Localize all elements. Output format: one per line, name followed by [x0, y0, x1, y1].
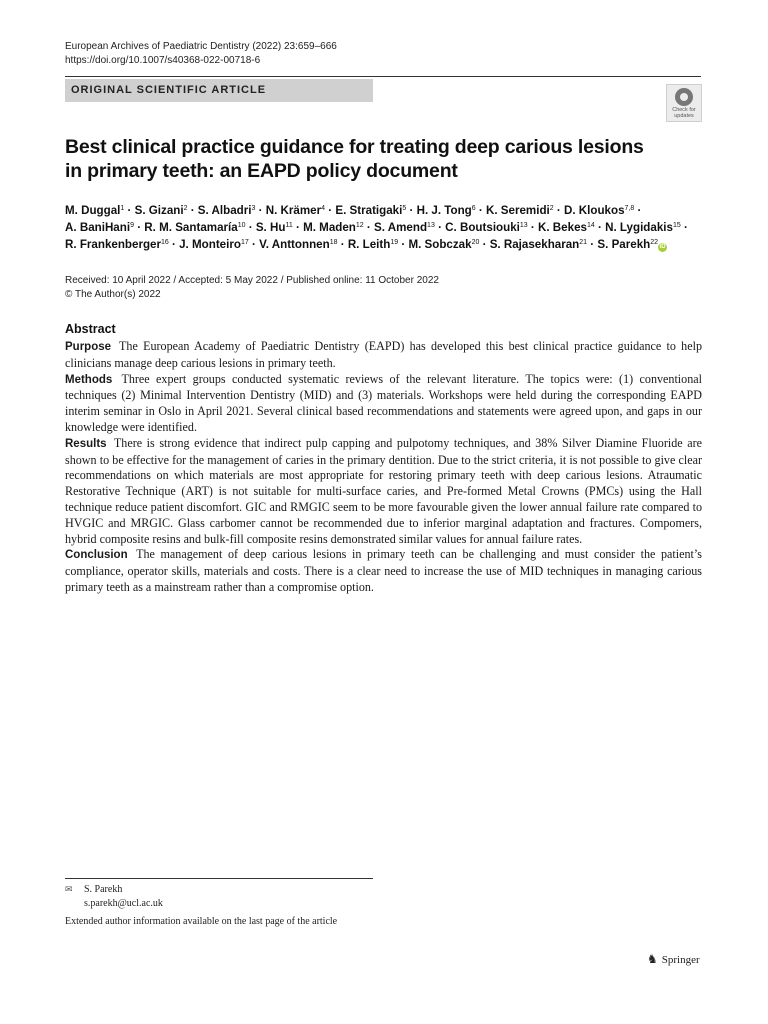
author-name[interactable]: N. Krämer [265, 204, 322, 217]
purpose-label: Purpose [65, 341, 112, 353]
author-separator: · [337, 238, 348, 251]
article-type-bar: ORIGINAL SCIENTIFIC ARTICLE [65, 79, 373, 102]
author-separator: · [168, 238, 180, 251]
author-affiliation-number: 17 [240, 239, 249, 246]
springer-horse-icon: ♞ [647, 952, 658, 966]
author-name[interactable]: V. Anttonnen [259, 238, 330, 251]
author-name[interactable]: M. Duggal [65, 204, 121, 217]
author-affiliation-number: 11 [285, 222, 293, 229]
abstract-heading: Abstract [65, 322, 116, 336]
author-separator: · [325, 204, 336, 217]
author-affiliation-number: 16 [161, 239, 169, 246]
author-affiliation-number: 12 [355, 222, 364, 229]
abstract-conclusion [65, 547, 702, 595]
author-name[interactable]: R. M. Santamaría [144, 221, 238, 234]
author-separator: · [479, 238, 490, 251]
abstract-body [65, 339, 702, 596]
author-affiliation-number: 5 [402, 205, 407, 212]
title-line-1: Best clinical practice guidance for treating deep carious lesions [65, 136, 644, 158]
corresponding-author [65, 883, 163, 910]
author-affiliation-number: 18 [329, 239, 338, 246]
author-name[interactable]: K. Bekes [537, 221, 587, 234]
publisher-name: Springer [661, 954, 700, 966]
conclusion-text: The management of deep carious lesions in primary teeth can be challenging and must consider the patient’s compliance, operator skills, materials and costs. There is a clear need to increase the use of MID techniques in managing carious primary teeth as a mainstream rather than a compromise option. [65, 547, 702, 594]
author-affiliation-number: 10 [237, 222, 246, 229]
methods-label: Methods [65, 373, 113, 386]
methods-text: Three expert groups conducted systematic reviews of the relevant literature. The topics were: (1) conventional techniques (2) Minimal Intervention Dentistry (MID) and (3) materials. Workshops were held during the corresponding EAPD interim seminar in Oslo in April 2021. Several clinical based recommendations and statements were agreed upon, and gaps in our knowledge were identified. [65, 371, 702, 434]
abstract-purpose [65, 339, 702, 372]
author-name[interactable]: J. Monteiro [179, 238, 241, 251]
author-affiliation-number: 7,8 [624, 205, 635, 212]
author-separator: · [527, 221, 538, 234]
envelope-icon: ✉ [65, 885, 73, 895]
author-line-2 [65, 219, 705, 236]
author-separator: · [363, 221, 374, 234]
author-affiliation-number: 22 [650, 239, 659, 246]
author-name[interactable]: S. Gizani [134, 204, 184, 217]
author-affiliation-number: 21 [579, 239, 588, 246]
author-affiliation-number: 14 [586, 222, 595, 229]
doi-link[interactable]: https://doi.org/10.1007/s40368-022-00718-6 [65, 55, 261, 66]
author-affiliation-number: 9 [130, 222, 134, 229]
author-separator: · [187, 204, 198, 217]
author-name[interactable]: S. Albadri [197, 204, 252, 217]
author-affiliation-number: 1 [120, 205, 125, 212]
journal-header [65, 40, 337, 68]
author-name[interactable]: S. Hu [255, 221, 286, 234]
conclusion-label: Conclusion [65, 549, 128, 562]
author-name[interactable]: M. Maden [303, 221, 356, 234]
author-separator: · [553, 204, 564, 217]
purpose-text: The European Academy of Paediatric Dentistry (EAPD) has developed this best clinical practice guidance to help clinicians manage deep carious lesions in primary teeth. [65, 339, 702, 370]
author-list [65, 202, 705, 253]
author-name[interactable]: S. Amend [374, 221, 428, 234]
author-separator: · [248, 238, 260, 251]
author-name[interactable]: N. Lygidakis [605, 221, 673, 234]
author-separator: · [680, 221, 688, 234]
abstract-methods [65, 372, 702, 436]
author-name[interactable]: R. Leith [347, 238, 391, 251]
author-name[interactable]: C. Boutsiouki [445, 221, 520, 234]
author-name[interactable]: K. Seremidi [485, 204, 550, 217]
author-separator: · [292, 221, 304, 234]
extended-author-info: Extended author information available on the last page of the article [65, 916, 338, 927]
author-line-1 [65, 202, 705, 219]
article-title [65, 135, 685, 183]
check-for-updates-badge[interactable] [666, 84, 702, 122]
author-affiliation-number: 6 [471, 205, 476, 212]
author-affiliation-number: 2 [183, 205, 188, 212]
author-affiliation-number: 20 [471, 239, 480, 246]
author-separator: · [255, 204, 266, 217]
footnote-rule [65, 878, 373, 879]
check-updates-text-1: Check for [672, 107, 696, 113]
author-affiliation-number: 15 [672, 222, 681, 229]
author-separator: · [434, 221, 446, 234]
results-label: Results [65, 437, 107, 450]
journal-citation: European Archives of Paediatric Dentistry (2022) 23:659–666 [65, 41, 337, 52]
author-name[interactable]: S. Parekh [597, 238, 651, 251]
author-affiliation-number: 13 [519, 222, 528, 229]
author-name[interactable]: R. Frankenberger [65, 238, 161, 251]
author-separator: · [398, 238, 409, 251]
copyright-line: © The Author(s) 2022 [65, 289, 161, 300]
title-line-2: in primary teeth: an EAPD policy document [65, 160, 458, 182]
author-affiliation-number: 19 [390, 239, 399, 246]
author-name[interactable]: E. Stratigaki [335, 204, 403, 217]
abstract-results [65, 436, 702, 548]
author-name[interactable]: H. J. Tong [416, 204, 472, 217]
publisher-logo [647, 952, 700, 966]
check-updates-icon [675, 88, 693, 106]
author-separator: · [133, 221, 145, 234]
author-separator: · [124, 204, 135, 217]
author-name[interactable]: D. Kloukos [563, 204, 625, 217]
results-text: There is strong evidence that indirect pulp capping and pulpotomy techniques, and 38% Silver Diamine Fluoride are shown to be effective for the management of caries in the primary dentition. Due to the strict criteria, it is not possible to give clear recommendations on which materials are most appropriate for restoring primary teeth with deep carious lesions. Atraumatic Restorative Technique (ART) is not suitable for multi-surface caries, and Pre-formed Metal Crowns (PMCs) using the Hall technique reduce patient discomfort. GIC and RMGIC seem to be more favourable given the lower annual failure rate compared to HVGIC and MRGIC. Glass carbomer cannot be recommended due to inferior marginal adaptation and fractures. Compomers, hybrid composite resins and bulk-fill composite resins demonstrated similar values for annual failure rates. [65, 435, 702, 546]
header-rule [65, 76, 701, 77]
publication-dates [65, 274, 439, 302]
author-separator: · [475, 204, 486, 217]
author-affiliation-number: 3 [251, 205, 256, 212]
corresponding-name: S. Parekh [84, 884, 123, 895]
author-affiliation-number: 4 [321, 205, 326, 212]
corresponding-email[interactable]: s.parekh@ucl.ac.uk [84, 898, 163, 909]
author-name[interactable]: M. Sobczak [408, 238, 472, 251]
author-affiliation-number: 13 [427, 222, 435, 229]
author-separator: · [245, 221, 256, 234]
check-updates-text-2: updates [674, 113, 694, 119]
author-line-3 [65, 236, 705, 253]
author-separator: · [634, 204, 642, 217]
author-separator: · [587, 238, 598, 251]
author-affiliation-number: 2 [549, 205, 554, 212]
author-name[interactable]: A. BaniHani [65, 221, 131, 234]
author-separator: · [594, 221, 606, 234]
dates-line: Received: 10 April 2022 / Accepted: 5 May 2022 / Published online: 11 October 2022 [65, 275, 439, 286]
author-separator: · [406, 204, 417, 217]
author-name[interactable]: S. Rajasekharan [489, 238, 580, 251]
orcid-icon[interactable]: iD [659, 244, 666, 250]
